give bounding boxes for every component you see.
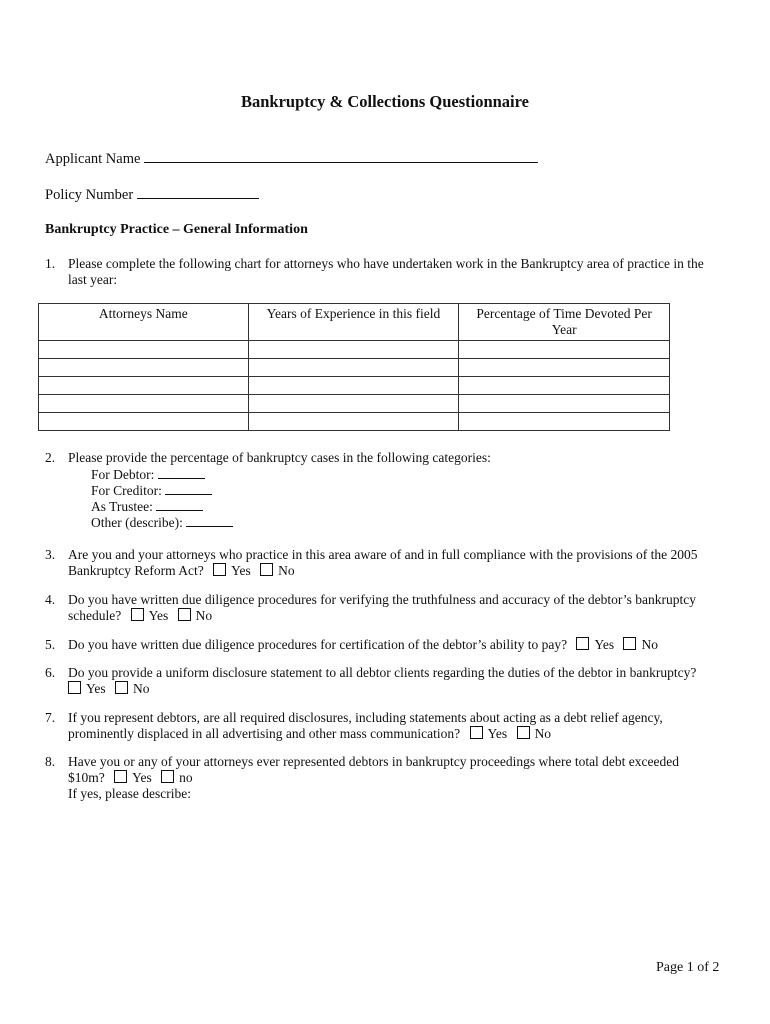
question-text-answer-line bbox=[68, 770, 728, 786]
no-option[interactable] bbox=[161, 770, 193, 785]
category-debtor-field[interactable] bbox=[158, 466, 205, 479]
question-text: schedule? bbox=[68, 608, 122, 623]
table-cell[interactable] bbox=[459, 341, 670, 359]
no-option[interactable] bbox=[517, 726, 552, 741]
question-number: 8. bbox=[45, 754, 56, 769]
yes-label: Yes bbox=[86, 681, 106, 696]
yes-checkbox[interactable] bbox=[576, 637, 589, 650]
category-other-field[interactable] bbox=[186, 514, 233, 527]
table-cell[interactable] bbox=[248, 377, 459, 395]
table-cell[interactable] bbox=[248, 359, 459, 377]
question-text-answer-line bbox=[68, 726, 728, 742]
question-text: Do you have written due diligence procedures for verifying the truthfulness and accuracy of the debtor’s bankruptcy bbox=[68, 592, 697, 607]
category-trustee bbox=[91, 498, 203, 515]
no-label: No bbox=[278, 563, 295, 578]
no-label: No bbox=[534, 726, 552, 741]
policy-number-field[interactable] bbox=[137, 186, 259, 199]
page-number: Page 1 of 2 bbox=[656, 960, 720, 975]
yes-label: Yes bbox=[148, 608, 169, 623]
yes-option[interactable] bbox=[68, 681, 106, 696]
category-other bbox=[91, 514, 233, 531]
no-checkbox[interactable] bbox=[623, 637, 636, 650]
applicant-name-row bbox=[45, 150, 538, 167]
question-text: Do you have written due diligence procedures for certification of the debtor’s ability to pay? bbox=[68, 637, 568, 652]
yes-label: Yes bbox=[487, 726, 508, 741]
question-text: If yes, please describe: bbox=[68, 786, 191, 801]
question-number: 3. bbox=[45, 547, 56, 562]
table-header-row bbox=[39, 304, 670, 341]
applicant-name-label: Applicant Name bbox=[45, 151, 141, 167]
no-label: no bbox=[179, 770, 193, 785]
question-text: Do you provide a uniform disclosure statement to all debtor clients regarding the duties of the debtor in bankruptcy? bbox=[68, 665, 697, 680]
yes-option[interactable] bbox=[131, 608, 169, 623]
question-number: 6. bbox=[45, 665, 56, 680]
yes-checkbox[interactable] bbox=[68, 681, 81, 694]
table-row bbox=[39, 341, 670, 359]
no-option[interactable] bbox=[178, 608, 213, 623]
category-creditor bbox=[91, 482, 212, 499]
question-answer-line bbox=[68, 681, 728, 697]
question-text: $10m? bbox=[68, 770, 105, 785]
category-label: For Debtor: bbox=[91, 467, 155, 482]
column-header-years-experience: Years of Experience in this field bbox=[248, 304, 459, 341]
category-label: Other (describe): bbox=[91, 515, 183, 530]
no-checkbox[interactable] bbox=[517, 726, 530, 739]
category-creditor-field[interactable] bbox=[165, 482, 212, 495]
question-text: If you represent debtors, are all required disclosures, including statements about acting as a debt relief agency, bbox=[68, 710, 663, 725]
category-debtor bbox=[91, 466, 205, 483]
policy-number-label: Policy Number bbox=[45, 187, 134, 203]
question-text: Are you and your attorneys who practice in this area aware of and in full compliance with the provisions of the 2005 bbox=[68, 547, 698, 562]
table-row bbox=[39, 413, 670, 431]
column-header-percentage-time: Percentage of Time Devoted Per Year bbox=[459, 304, 670, 341]
policy-number-row bbox=[45, 186, 259, 203]
question-text-answer-line bbox=[68, 608, 728, 624]
question-text: last year: bbox=[68, 272, 118, 287]
no-option[interactable] bbox=[115, 681, 150, 696]
question-number: 2. bbox=[45, 450, 56, 465]
yes-option[interactable] bbox=[213, 563, 251, 578]
no-checkbox[interactable] bbox=[115, 681, 128, 694]
no-checkbox[interactable] bbox=[161, 770, 174, 783]
yes-option[interactable] bbox=[114, 770, 152, 785]
table-cell[interactable] bbox=[39, 341, 249, 359]
question-number: 7. bbox=[45, 710, 56, 725]
table-cell[interactable] bbox=[39, 395, 249, 413]
table-cell[interactable] bbox=[39, 377, 249, 395]
yes-option[interactable] bbox=[470, 726, 508, 741]
no-option[interactable] bbox=[623, 637, 658, 652]
yes-option[interactable] bbox=[576, 637, 614, 652]
table-cell[interactable] bbox=[248, 413, 459, 431]
attorneys-table bbox=[38, 303, 670, 431]
table-row bbox=[39, 377, 670, 395]
yes-label: Yes bbox=[231, 563, 251, 578]
question-text-answer-line bbox=[68, 637, 728, 653]
question-text-answer-line bbox=[68, 563, 728, 579]
question-number: 1. bbox=[45, 256, 56, 271]
question-text: Please provide the percentage of bankruptcy cases in the following categories: bbox=[68, 450, 491, 465]
yes-checkbox[interactable] bbox=[470, 726, 483, 739]
question-text: Have you or any of your attorneys ever represented debtors in bankruptcy proceedings where total debt exceeded bbox=[68, 754, 680, 769]
yes-label: Yes bbox=[594, 637, 615, 652]
no-label: No bbox=[195, 608, 213, 623]
question-text: Please complete the following chart for attorneys who have undertaken work in the Bankruptcy area of practice in the bbox=[68, 256, 704, 271]
section-heading: Bankruptcy Practice – General Information bbox=[45, 222, 308, 237]
table-cell[interactable] bbox=[248, 341, 459, 359]
no-label: No bbox=[641, 637, 658, 652]
table-cell[interactable] bbox=[459, 413, 670, 431]
table-cell[interactable] bbox=[459, 359, 670, 377]
table-cell[interactable] bbox=[459, 377, 670, 395]
applicant-name-field[interactable] bbox=[144, 150, 538, 163]
question-number: 4. bbox=[45, 592, 56, 607]
yes-label: Yes bbox=[132, 770, 152, 785]
table-row bbox=[39, 395, 670, 413]
table-cell[interactable] bbox=[248, 395, 459, 413]
question-text: Bankruptcy Reform Act? bbox=[68, 563, 204, 578]
yes-checkbox[interactable] bbox=[213, 563, 226, 576]
table-cell[interactable] bbox=[459, 395, 670, 413]
question-number: 5. bbox=[45, 637, 56, 652]
category-trustee-field[interactable] bbox=[156, 498, 203, 511]
yes-checkbox[interactable] bbox=[114, 770, 127, 783]
yes-checkbox[interactable] bbox=[131, 608, 144, 621]
document-title: Bankruptcy & Collections Questionnaire bbox=[240, 92, 529, 111]
no-checkbox[interactable] bbox=[260, 563, 273, 576]
no-label: No bbox=[133, 681, 150, 696]
table-cell[interactable] bbox=[39, 413, 249, 431]
column-header-attorneys-name: Attorneys Name bbox=[39, 304, 249, 341]
table-row bbox=[39, 359, 670, 377]
no-checkbox[interactable] bbox=[178, 608, 191, 621]
table-cell[interactable] bbox=[39, 359, 249, 377]
no-option[interactable] bbox=[260, 563, 295, 578]
category-label: As Trustee: bbox=[91, 499, 153, 514]
question-text: prominently displaced in all advertising and other mass communication? bbox=[68, 726, 461, 741]
category-label: For Creditor: bbox=[91, 483, 162, 498]
